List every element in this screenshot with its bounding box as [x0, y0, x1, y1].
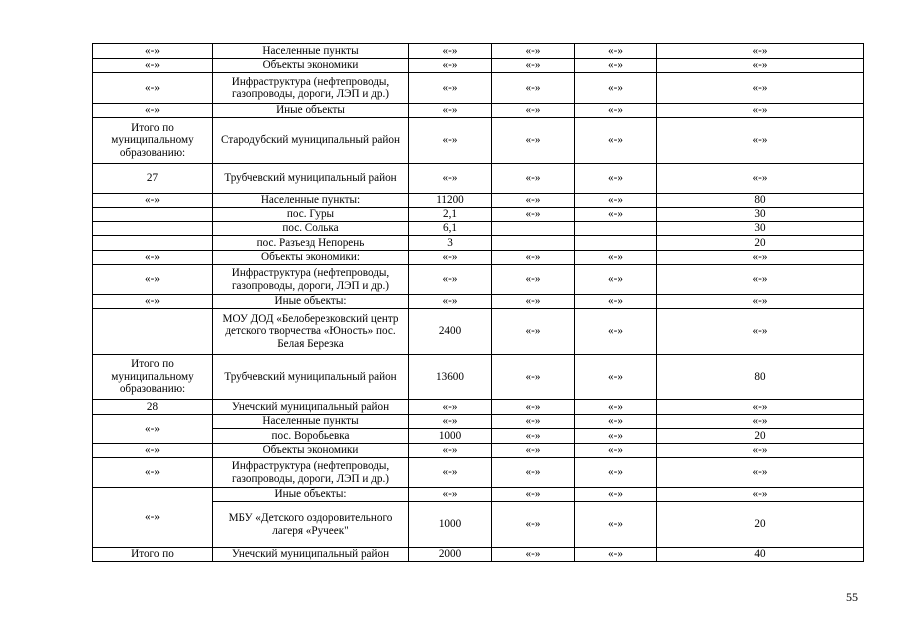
table-cell: «-» — [492, 444, 575, 458]
table-cell: «-» — [93, 59, 213, 73]
table-cell: «-» — [657, 415, 864, 429]
table-row — [93, 118, 864, 164]
table-cell: «-» — [657, 251, 864, 265]
table-cell: Итого по — [93, 548, 213, 562]
table-cell: «-» — [657, 164, 864, 194]
table-cell: «-» — [93, 295, 213, 309]
table-cell: «-» — [492, 488, 575, 502]
table-cell: «-» — [657, 104, 864, 118]
table-row — [93, 59, 864, 73]
table-cell: «-» — [492, 355, 575, 400]
table-cell — [575, 236, 657, 251]
table-cell: «-» — [575, 502, 657, 548]
table-cell: Иные объекты — [213, 104, 409, 118]
table-cell: «-» — [492, 164, 575, 194]
table-cell: «-» — [492, 429, 575, 444]
table-cell: Населенные пункты: — [213, 194, 409, 208]
table-cell: «-» — [657, 59, 864, 73]
table-cell: «-» — [93, 265, 213, 295]
table-cell: 11200 — [409, 194, 492, 208]
table-cell: «-» — [409, 295, 492, 309]
table-cell: «-» — [93, 444, 213, 458]
table-cell: «-» — [492, 104, 575, 118]
table-cell: «-» — [575, 415, 657, 429]
table-row — [93, 104, 864, 118]
table-cell: «-» — [492, 73, 575, 104]
table-cell: «-» — [575, 265, 657, 295]
table-cell: «-» — [409, 164, 492, 194]
table-cell: «-» — [409, 458, 492, 488]
table-cell: «-» — [575, 164, 657, 194]
table-cell: «-» — [409, 251, 492, 265]
table-cell: «-» — [492, 415, 575, 429]
data-table — [92, 43, 864, 562]
table-cell: «-» — [575, 295, 657, 309]
table-cell: «-» — [657, 488, 864, 502]
table-cell: «-» — [575, 59, 657, 73]
table-row — [93, 194, 864, 208]
table-cell: МОУ ДОД «Белоберезковский центр детского творчества «Юность» пос. Белая Берeзка — [213, 309, 409, 355]
table-cell: «-» — [409, 444, 492, 458]
table-cell: 2000 — [409, 548, 492, 562]
table-cell: 28 — [93, 400, 213, 415]
table-cell: «-» — [93, 104, 213, 118]
table-row — [93, 548, 864, 562]
table-cell: 40 — [657, 548, 864, 562]
table-cell: 20 — [657, 236, 864, 251]
table-cell: Стародубский муниципальный район — [213, 118, 409, 164]
table-cell: «-» — [657, 400, 864, 415]
table-cell: «-» — [409, 44, 492, 59]
table-cell: «-» — [657, 265, 864, 295]
table-cell: Трубчевский муниципальный район — [213, 355, 409, 400]
table-cell: Инфраструктура (нефтепроводы, газопроводы, дороги, ЛЭП и др.) — [213, 458, 409, 488]
table-cell: 20 — [657, 429, 864, 444]
table-cell: 1000 — [409, 502, 492, 548]
table-cell: пос. Разъезд Непорень — [213, 236, 409, 251]
table-cell: Населенные пункты — [213, 415, 409, 429]
table-cell: «-» — [575, 458, 657, 488]
table-cell — [93, 236, 213, 251]
table-cell — [575, 222, 657, 236]
table-row — [93, 295, 864, 309]
table-row — [93, 444, 864, 458]
table-cell: «-» — [492, 265, 575, 295]
table-row — [93, 164, 864, 194]
table-cell: «-» — [575, 355, 657, 400]
table-cell: «-» — [575, 429, 657, 444]
table-cell: 30 — [657, 208, 864, 222]
table-cell: «-» — [93, 194, 213, 208]
table-row — [93, 236, 864, 251]
table-cell: МБУ «Детского оздоровительного лагеря «Ручеек" — [213, 502, 409, 548]
table-cell: 27 — [93, 164, 213, 194]
table-cell: «-» — [409, 265, 492, 295]
table-cell: «-» — [409, 118, 492, 164]
table-cell: «-» — [409, 488, 492, 502]
table-cell: «-» — [492, 548, 575, 562]
table-cell: 2400 — [409, 309, 492, 355]
table-cell: 20 — [657, 502, 864, 548]
table-cell: «-» — [93, 488, 213, 548]
table-row — [93, 208, 864, 222]
table-cell: 6,1 — [409, 222, 492, 236]
table-cell: пос. Гуры — [213, 208, 409, 222]
table-cell: «-» — [492, 208, 575, 222]
table-row — [93, 488, 864, 502]
table-cell: пос. Воробьевка — [213, 429, 409, 444]
table-cell: 13600 — [409, 355, 492, 400]
table-cell: Объекты экономики — [213, 444, 409, 458]
table-cell: «-» — [492, 251, 575, 265]
table-row — [93, 355, 864, 400]
table-cell: 1000 — [409, 429, 492, 444]
table-cell: «-» — [492, 502, 575, 548]
table-cell: Трубчевский муниципальный район — [213, 164, 409, 194]
table-cell: «-» — [575, 194, 657, 208]
table-cell: 3 — [409, 236, 492, 251]
table-cell: «-» — [657, 458, 864, 488]
table-row — [93, 44, 864, 59]
table-cell: 80 — [657, 355, 864, 400]
table-cell: «-» — [575, 488, 657, 502]
table-cell: «-» — [575, 208, 657, 222]
table-cell: пос. Солька — [213, 222, 409, 236]
table-cell: 2,1 — [409, 208, 492, 222]
table-cell: Иные объекты: — [213, 295, 409, 309]
table-cell: «-» — [657, 44, 864, 59]
table-row — [93, 415, 864, 429]
table-cell: «-» — [409, 59, 492, 73]
table-cell: «-» — [575, 118, 657, 164]
table-cell: «-» — [492, 118, 575, 164]
table-row — [93, 222, 864, 236]
table-cell: «-» — [575, 104, 657, 118]
table-cell: «-» — [93, 415, 213, 444]
table-cell: «-» — [657, 309, 864, 355]
table-cell: «-» — [575, 73, 657, 104]
table-cell: «-» — [575, 309, 657, 355]
table-cell: «-» — [575, 44, 657, 59]
table-cell: «-» — [492, 458, 575, 488]
table-row — [93, 251, 864, 265]
table-cell — [492, 222, 575, 236]
table-cell: Унечский муниципальный район — [213, 548, 409, 562]
table-cell: «-» — [93, 251, 213, 265]
table-cell: «-» — [409, 400, 492, 415]
table-cell: Объекты экономики: — [213, 251, 409, 265]
table-row — [93, 73, 864, 104]
table-cell: «-» — [93, 44, 213, 59]
table-cell: «-» — [409, 104, 492, 118]
table-cell — [492, 236, 575, 251]
table-cell: «-» — [492, 59, 575, 73]
table-cell: «-» — [657, 118, 864, 164]
table-cell: Населенные пункты — [213, 44, 409, 59]
table-cell: «-» — [575, 548, 657, 562]
table-cell: «-» — [657, 295, 864, 309]
table-cell: Унечский муниципальный район — [213, 400, 409, 415]
table-cell: 30 — [657, 222, 864, 236]
table-cell: «-» — [409, 73, 492, 104]
table-cell: Объекты экономики — [213, 59, 409, 73]
table-cell: «-» — [409, 415, 492, 429]
table-row — [93, 309, 864, 355]
table-cell: «-» — [492, 44, 575, 59]
table-cell: «-» — [575, 400, 657, 415]
table-cell: Иные объекты: — [213, 488, 409, 502]
table-cell: Итого по муниципальному образованию: — [93, 355, 213, 400]
table-cell: Инфраструктура (нефтепроводы, газопроводы, дороги, ЛЭП и др.) — [213, 265, 409, 295]
table-cell: «-» — [492, 309, 575, 355]
table-cell: 80 — [657, 194, 864, 208]
table-cell: Итого по муниципальному образованию: — [93, 118, 213, 164]
table-cell — [93, 208, 213, 222]
table-cell: Инфраструктура (нефтепроводы, газопроводы, дороги, ЛЭП и др.) — [213, 73, 409, 104]
table-cell: «-» — [575, 251, 657, 265]
table-cell: «-» — [657, 444, 864, 458]
table-cell: «-» — [492, 400, 575, 415]
table-row — [93, 458, 864, 488]
table-cell — [93, 222, 213, 236]
table-cell: «-» — [93, 458, 213, 488]
table-cell — [93, 309, 213, 355]
table-cell: «-» — [657, 73, 864, 104]
table-row — [93, 265, 864, 295]
table-row — [93, 400, 864, 415]
table-cell: «-» — [575, 444, 657, 458]
table-cell: «-» — [492, 194, 575, 208]
page-number: 55 — [846, 590, 858, 604]
table-cell: «-» — [93, 73, 213, 104]
table-cell: «-» — [492, 295, 575, 309]
